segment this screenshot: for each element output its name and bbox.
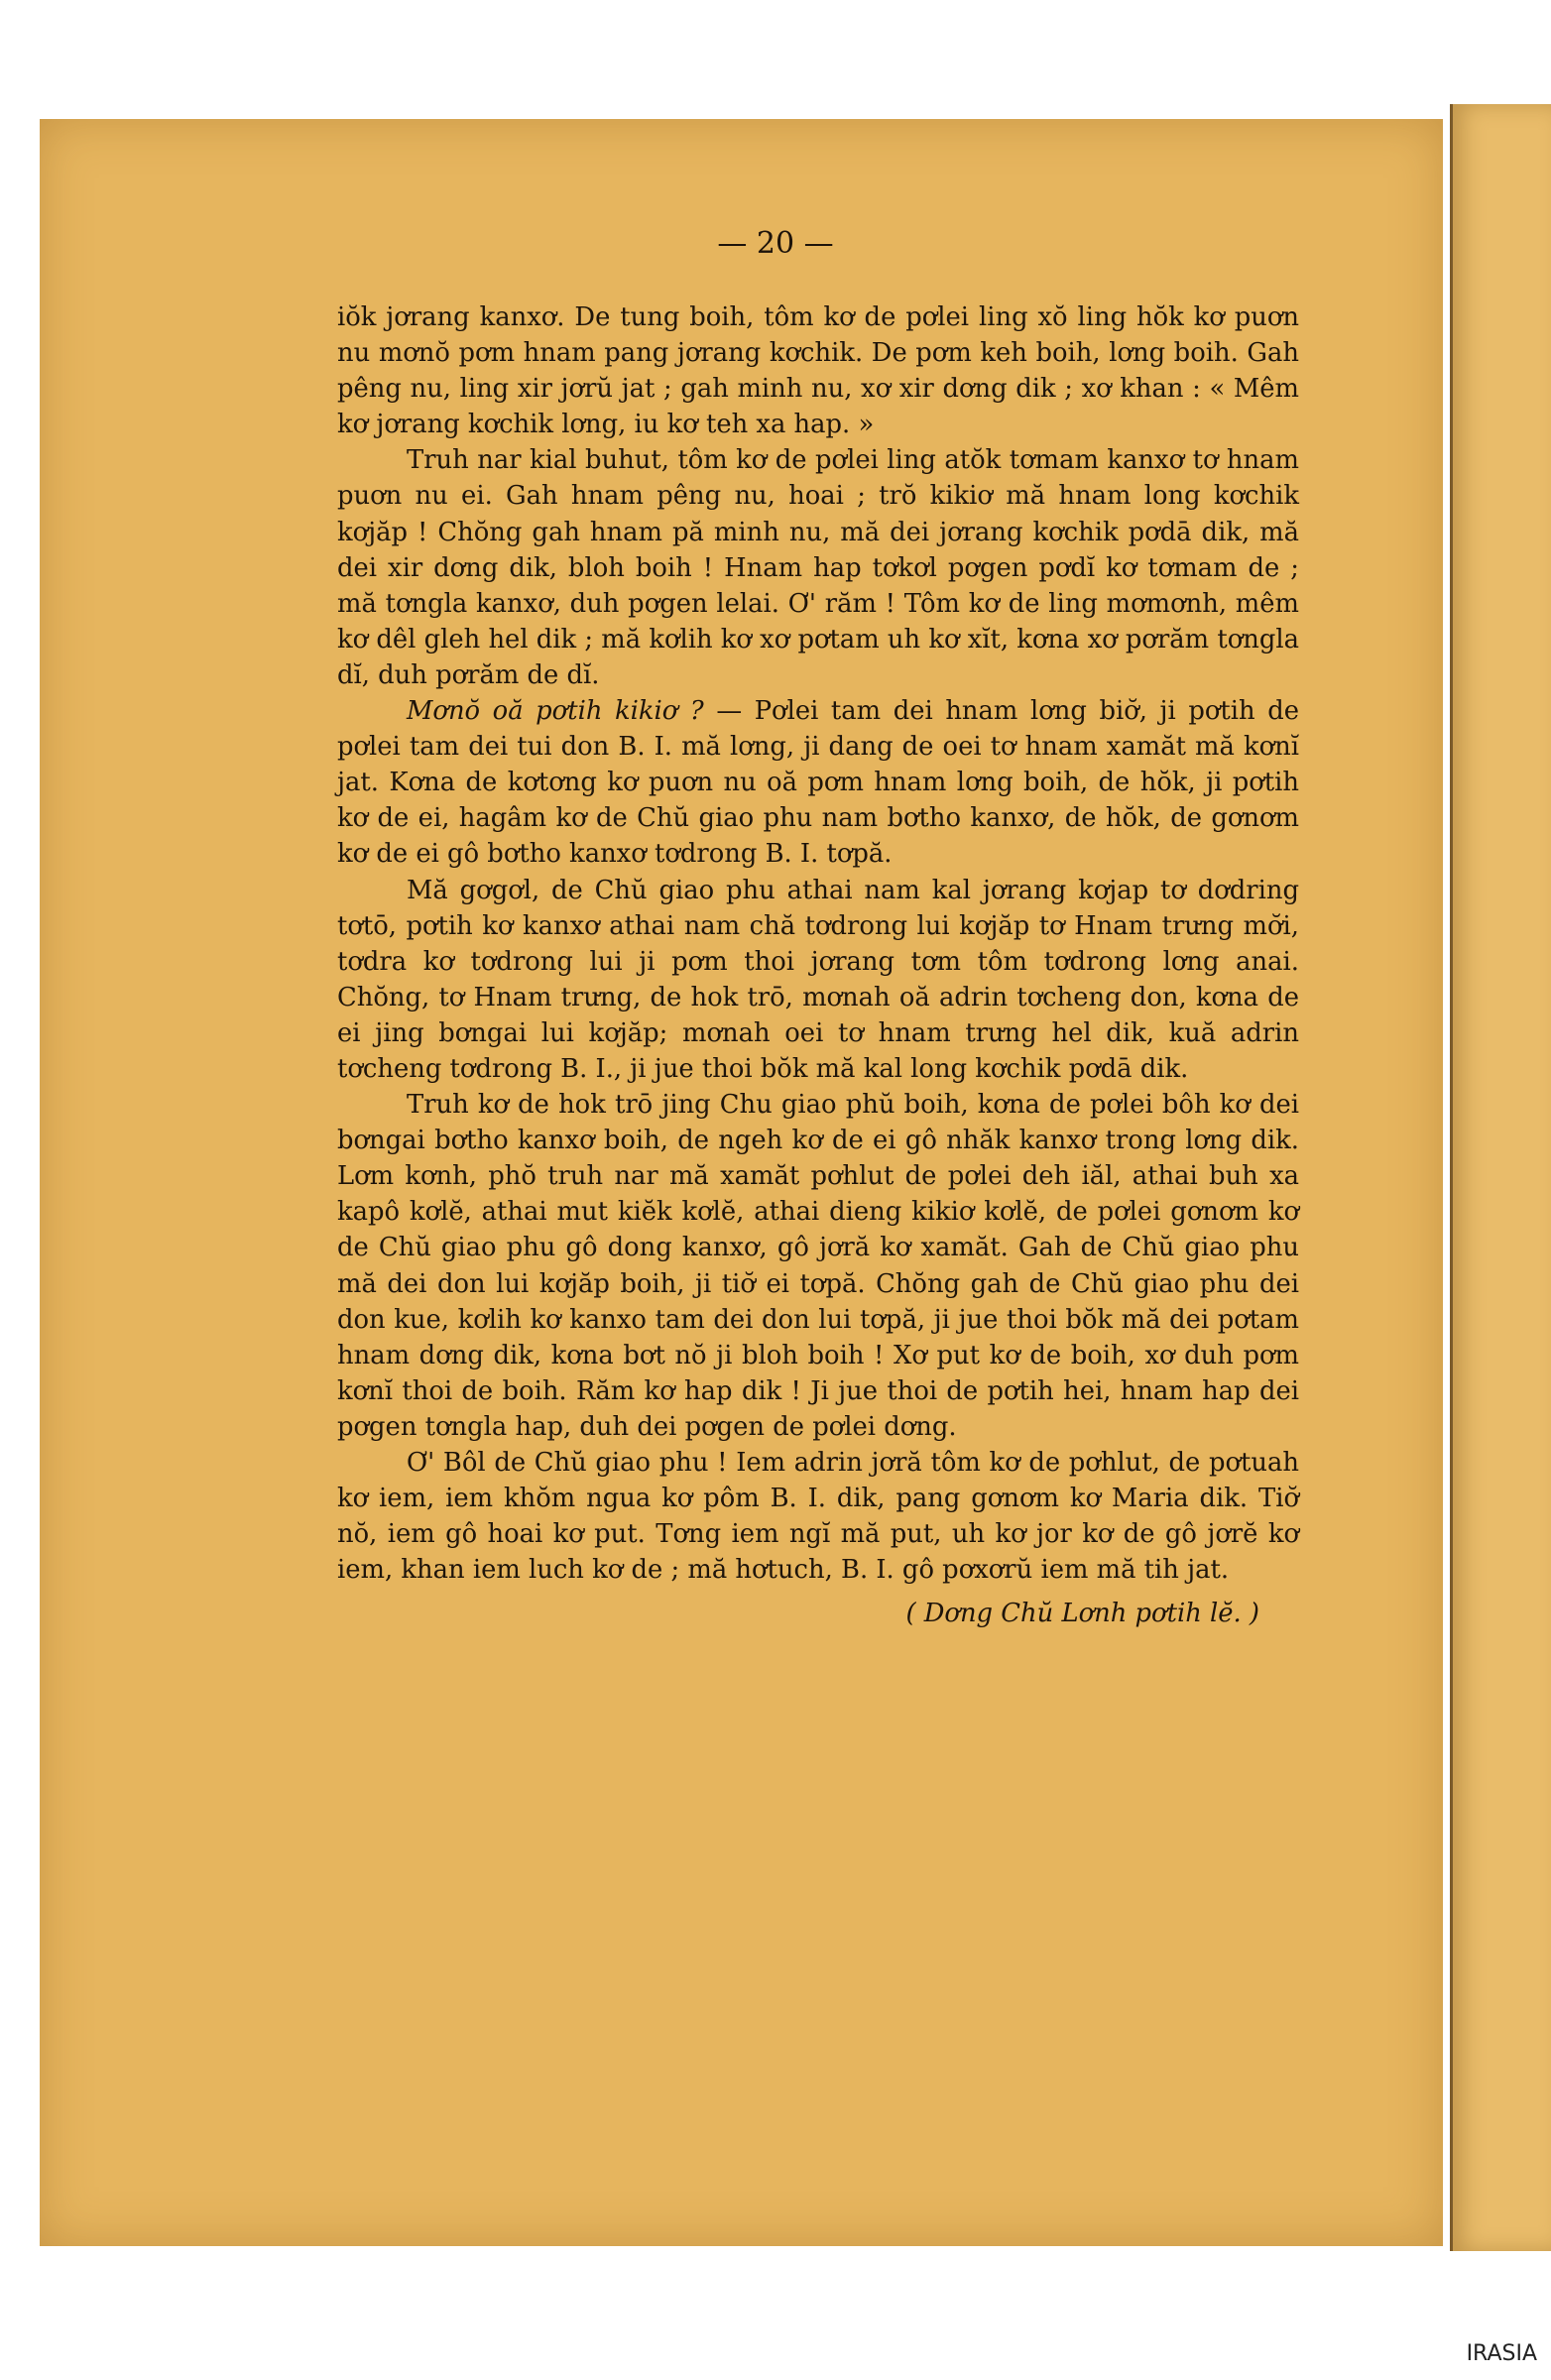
paragraph-5: Truh kơ de hok trō jing Chu giao phŭ boih, kơna de pơlei bôh kơ dei bơngai bơtho kanxơ boih, de ngeh kơ de ei gô nhăk kanxơ trong lơng dik. Lơm kơnh, phŏ truh nar mă xamăt pơhlut de pơlei deh iăl, athai buh xa kapô kơlĕ, athai mut kiĕk kơlĕ, athai dieng kikiơ kơlĕ, de pơlei gơnơm kơ de Chŭ giao phu gô dong kanxơ, gô jơră kơ xamăt. Gah de Chŭ giao phu mă dei don lui kơjăp boih, ji tiơ̆ ei tơpă. Chŏng gah de Chŭ giao phu dei don kue, kơlih kơ kanxo tam dei don lui tơpă, ji jue thoi bŏk mă dei pơtam hnam dơng dik, kơna bơt nŏ ji bloh boih ! Xơ put kơ de boih, xơ duh pơm kơnĭ thoi de boih. Răm kơ hap dik ! Ji jue thoi de pơtih hei, hnam hap dei pơgen tơngla hap, duh dei pơgen de pơlei dơng. <box>337 1090 1299 1442</box>
page-body <box>337 299 1299 1631</box>
paragraph-4: Mă gơgơl, de Chŭ giao phu athai nam kal jơrang kơjap tơ dơdring tơtō, pơtih kơ kanxơ athai nam chă tơdrong lui kơjăp tơ Hnam trưng mơ̆i, tơdra kơ tơdrong lui ji pơm thoi jơrang tơm tôm tơdrong lơng anai. Chŏng, tơ Hnam trưng, de hok trō, mơnah oă adrin tơcheng don, kơna de ei jing bơngai lui kơjăp; mơnah oei tơ hnam trưng hel dik, kuă adrin tơcheng tơdrong B. I., ji jue thoi bŏk mă kal long kơchik pơdā dik. <box>337 875 1299 1084</box>
paragraph-1: iŏk jơrang kanxơ. De tung boih, tôm kơ de pơlei ling xŏ ling hŏk kơ puơn nu mơnŏ pơm hnam pang jơrang kơchik. De pơm keh boih, lơng boih. Gah pêng nu, ling xir jơrŭ jat ; gah minh nu, xơ xir dơng dik ; xơ khan : « Mêm kơ jơrang kơchik lơng, iu kơ teh xa hap. » <box>337 302 1299 440</box>
paragraph-3-text: — Pơlei tam dei hnam lơng biơ̆, ji pơtih de pơlei tam dei tui don B. I. mă lơng, ji dang de oei tơ hnam xamăt mă kơnĭ jat. Kơna de kơtơng kơ puơn nu oă pơm hnam lơng boih, de hŏk, ji pơtih kơ de ei, hagâm kơ de Chŭ giao phu nam bơtho kanxơ, de hŏk, de gơnơm kơ de ei gô bơtho kanxơ tơdrong B. I. tơpă. <box>337 696 1299 870</box>
italic-lead: Mơnŏ oă pơtih kikiơ ? <box>407 696 704 727</box>
paragraph-6: Ơ' Bôl de Chŭ giao phu ! Iem adrin jơră tôm kơ de pơhlut, de pơtuah kơ iem, iem khŏm ngua kơ pôm B. I. dik, pang gơnơm kơ Maria dik. Tiơ̆ nŏ, iem gô hoai kơ put. Tơng iem ngĭ mă put, uh kơ jor kơ de gô jơrĕ kơ iem, khan iem luch kơ de ; mă hơtuch, B. I. gô pơxơrŭ iem mă tih jat. <box>337 1448 1299 1586</box>
signature: ( Dơng Chŭ Lơnh pơtih lĕ. ) <box>905 1599 1259 1629</box>
paragraph-3 <box>337 693 1299 872</box>
page-number: — 20 — <box>717 226 834 261</box>
watermark: IRASIA <box>1466 2341 1537 2366</box>
paragraph-2: Truh nar kial buhut, tôm kơ de pơlei ling atŏk tơmam kanxơ tơ hnam puơn nu ei. Gah hnam pêng nu, hoai ; trŏ kikiơ mă hnam long kơchik kơjăp ! Chŏng gah hnam pă minh nu, mă dei jơrang kơchik pơdā dik, mă dei xir dơng dik, bloh boih ! Hnam hap tơkơl pơgen pơdĭ kơ tơmam de ; mă tơngla kanxơ, duh pơgen lelai. Ơ' răm ! Tôm kơ de ling mơmơnh, mêm kơ dêl gleh hel dik ; mă kơlih kơ xơ pơtam uh kơ xĭt, kơna xơ pơrăm tơngla dĭ, duh pơrăm de dĭ. <box>337 445 1299 690</box>
adjacent-page-edge <box>1450 104 1551 2251</box>
